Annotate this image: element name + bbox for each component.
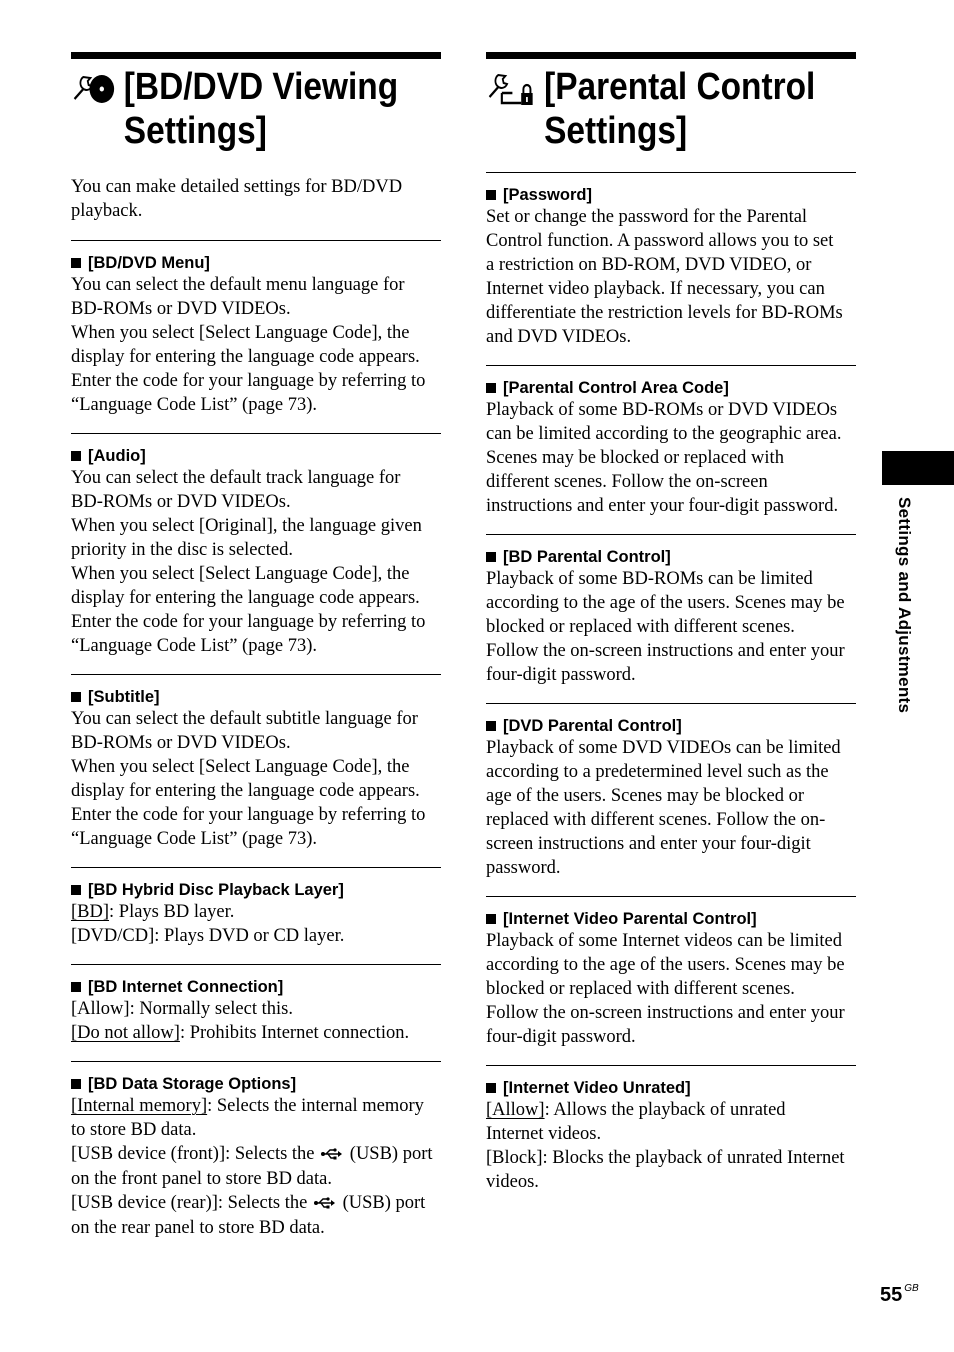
- heading-text: [BD Data Storage Options]: [88, 1075, 297, 1093]
- section-heading: [486, 716, 856, 736]
- section-audio: [71, 433, 441, 674]
- option-line: [71, 1142, 441, 1167]
- default-option: [Do not allow]: [71, 1023, 180, 1043]
- body-line: You can select the default subtitle language for: [71, 709, 418, 729]
- section-bd-internet-connection: [71, 964, 441, 1061]
- body-line: differentiate the restriction levels for BD-ROMs: [486, 303, 843, 323]
- option-key: [DVD/CD]: [71, 926, 155, 946]
- heading-text: [DVD Parental Control]: [503, 717, 682, 735]
- body-line: replaced with different scenes. Follow the on-: [486, 810, 826, 830]
- option-desc: : Selects the: [217, 1192, 312, 1213]
- option-line: [71, 1191, 441, 1216]
- usb-icon: [321, 1143, 343, 1167]
- option-cont: on the front panel to store BD data.: [71, 1168, 332, 1189]
- body-line: Control function. A password allows you to set: [486, 231, 834, 251]
- body-line: Scenes may be blocked or replaced with: [486, 448, 784, 468]
- square-bullet-icon: [486, 190, 496, 200]
- page-number: [880, 1284, 919, 1307]
- body-line: instructions and enter your four-digit password.: [486, 496, 839, 516]
- default-option: [Allow]: [486, 1100, 545, 1120]
- option-cont: Internet videos.: [486, 1124, 602, 1144]
- body-line: Playback of some DVD VIDEOs can be limited: [486, 738, 841, 758]
- body-line: When you select [Select Language Code], the: [71, 564, 410, 584]
- body-line: BD-ROMs or DVD VIDEOs.: [71, 492, 291, 512]
- intro-line: You can make detailed settings for BD/DVD: [71, 177, 403, 197]
- heading-text: [BD Parental Control]: [503, 548, 671, 566]
- page-title-parental: [486, 65, 856, 153]
- option-desc: : Normally select this.: [129, 999, 293, 1019]
- body-line: Follow the on-screen instructions and enter your: [486, 1003, 845, 1023]
- square-bullet-icon: [71, 982, 81, 992]
- option-line: [486, 1146, 856, 1170]
- square-bullet-icon: [486, 914, 496, 924]
- body-line: You can select the default track language for: [71, 468, 401, 488]
- section-heading: [486, 185, 856, 205]
- square-bullet-icon: [486, 1083, 496, 1093]
- heading-text: [BD/DVD Menu]: [88, 254, 210, 272]
- section-heading: [71, 880, 441, 900]
- body-line: Playback of some BD-ROMs or DVD VIDEOs: [486, 400, 838, 420]
- section-bd-hybrid-disc: [71, 867, 441, 964]
- body-line: display for entering the language code appears.: [71, 781, 420, 801]
- title-line-1: [Parental Control: [544, 66, 816, 108]
- heading-text: [BD Internet Connection]: [88, 978, 284, 996]
- option-key: [Block]: [486, 1148, 543, 1168]
- title-rule: [486, 52, 856, 59]
- option-desc: : Selects the internal memory: [207, 1096, 424, 1116]
- option-cont: to store BD data.: [71, 1120, 197, 1140]
- default-option: [Internal memory]: [71, 1096, 208, 1116]
- option-desc: (USB) port: [345, 1144, 433, 1164]
- body-line: Enter the code for your language by referring to: [71, 805, 426, 825]
- body-line: “Language Code List” (page 73).: [71, 829, 318, 849]
- square-bullet-icon: [71, 258, 81, 268]
- usb-icon: [314, 1192, 336, 1216]
- square-bullet-icon: [486, 383, 496, 393]
- body-line: “Language Code List” (page 73).: [71, 636, 318, 656]
- body-line: different scenes. Follow the on-screen: [486, 472, 768, 492]
- option-line: [486, 1098, 856, 1122]
- option-desc: : Blocks the playback of unrated Internet: [542, 1148, 845, 1168]
- section-heading: [71, 1074, 441, 1094]
- section-heading: [71, 253, 441, 273]
- section-dvd-parental: [486, 703, 856, 896]
- chapter-tab: [882, 451, 954, 485]
- body-line: Set or change the password for the Parental: [486, 207, 808, 227]
- body-line: a restriction on BD-ROM, DVD VIDEO, or: [486, 255, 812, 275]
- title-line-1: [BD/DVD Viewing: [123, 66, 399, 108]
- body-line: When you select [Original], the language given: [71, 516, 422, 536]
- square-bullet-icon: [71, 692, 81, 702]
- square-bullet-icon: [486, 552, 496, 562]
- body-line: When you select [Select Language Code], the: [71, 757, 410, 777]
- body-line: can be limited according to the geographic area.: [486, 424, 842, 444]
- section-heading: [486, 547, 856, 567]
- heading-text: [Subtitle]: [88, 688, 160, 706]
- heading-text: [BD Hybrid Disc Playback Layer]: [88, 881, 344, 899]
- left-column: [71, 52, 441, 1256]
- option-cont: on the rear panel to store BD data.: [71, 1217, 325, 1238]
- option-key: [USB device (front)]: [71, 1144, 226, 1164]
- heading-text: [Internet Video Unrated]: [503, 1079, 691, 1097]
- title-line-2: Settings]: [544, 110, 688, 152]
- section-heading: [71, 446, 441, 466]
- section-bd-parental: [486, 534, 856, 703]
- page-title-bd-dvd: [71, 65, 441, 153]
- square-bullet-icon: [486, 721, 496, 731]
- option-key: [USB device (rear)]: [71, 1192, 218, 1213]
- page-number-suffix: GB: [904, 1283, 919, 1294]
- square-bullet-icon: [71, 1079, 81, 1089]
- section-bd-dvd-menu: [71, 240, 441, 433]
- option-line: [71, 924, 441, 948]
- section-heading: [486, 909, 856, 929]
- title-rule: [71, 52, 441, 59]
- page-number-value: 55: [880, 1284, 903, 1306]
- body-line: according to a predetermined level such as the: [486, 762, 829, 782]
- body-line: BD-ROMs or DVD VIDEOs.: [71, 299, 291, 319]
- body-line: Follow the on-screen instructions and enter your: [486, 641, 845, 661]
- body-line: Playback of some Internet videos can be limited: [486, 931, 843, 951]
- body-line: Internet video playback. If necessary, you can: [486, 279, 825, 299]
- section-heading: [486, 1078, 856, 1098]
- section-parental-area-code: [486, 365, 856, 534]
- title-line-2: Settings]: [123, 110, 267, 152]
- intro-line: playback.: [71, 201, 143, 221]
- section-subtitle: [71, 674, 441, 867]
- body-line: according to the age of the users. Scenes may be: [486, 955, 845, 975]
- option-cont: videos.: [486, 1172, 539, 1192]
- body-line: BD-ROMs or DVD VIDEOs.: [71, 733, 291, 753]
- option-desc: : Selects the: [225, 1144, 320, 1164]
- section-heading: [486, 378, 856, 398]
- square-bullet-icon: [71, 451, 81, 461]
- option-line: [71, 1094, 441, 1118]
- body-line: Playback of some BD-ROMs can be limited: [486, 569, 813, 589]
- right-column: [486, 52, 856, 1210]
- body-line: and DVD VIDEOs.: [486, 327, 632, 347]
- body-line: Enter the code for your language by referring to: [71, 612, 426, 632]
- body-line: age of the users. Scenes may be blocked or: [486, 786, 804, 806]
- default-option: [BD]: [71, 902, 110, 922]
- option-desc: : Plays DVD or CD layer.: [154, 926, 345, 946]
- option-desc: : Prohibits Internet connection.: [179, 1023, 410, 1043]
- heading-text: [Internet Video Parental Control]: [503, 910, 757, 928]
- section-internet-video-unrated: [486, 1065, 856, 1210]
- heading-text: [Password]: [503, 186, 592, 204]
- body-line: You can select the default menu language for: [71, 275, 405, 295]
- option-line: [71, 997, 441, 1021]
- body-line: “Language Code List” (page 73).: [71, 395, 318, 415]
- chapter-label-text: Settings and Adjustments: [895, 497, 914, 714]
- heading-text: [Parental Control Area Code]: [503, 379, 729, 397]
- square-bullet-icon: [71, 885, 81, 895]
- body-line: screen instructions and enter your four-digit: [486, 834, 811, 854]
- body-line: When you select [Select Language Code], the: [71, 323, 410, 343]
- section-heading: [71, 687, 441, 707]
- section-internet-video-parental: [486, 896, 856, 1065]
- section-password: [486, 172, 856, 365]
- body-line: blocked or replaced with different scenes.: [486, 617, 795, 637]
- body-line: display for entering the language code appears.: [71, 588, 420, 608]
- body-line: priority in the disc is selected.: [71, 540, 293, 560]
- body-line: four-digit password.: [486, 1027, 636, 1047]
- body-line: Enter the code for your language by referring to: [71, 371, 426, 391]
- section-bd-data-storage: [71, 1061, 441, 1256]
- option-line: [71, 900, 441, 924]
- heading-text: [Audio]: [88, 447, 146, 465]
- option-key: [Allow]: [71, 999, 130, 1019]
- option-desc: (USB) port: [337, 1192, 426, 1213]
- bd-dvd-settings-icon: [71, 69, 115, 115]
- body-line: according to the age of the users. Scenes may be: [486, 593, 845, 613]
- chapter-label: [890, 497, 920, 757]
- body-line: blocked or replaced with different scenes.: [486, 979, 795, 999]
- option-desc: : Allows the playback of unrated: [544, 1100, 786, 1120]
- body-line: password.: [486, 858, 561, 878]
- option-desc: : Plays BD layer.: [109, 902, 235, 922]
- intro-text: [71, 175, 441, 223]
- body-line: display for entering the language code appears.: [71, 347, 420, 367]
- section-heading: [71, 977, 441, 997]
- option-line: [71, 1021, 441, 1045]
- body-line: four-digit password.: [486, 665, 636, 685]
- parental-control-settings-icon: [486, 69, 535, 117]
